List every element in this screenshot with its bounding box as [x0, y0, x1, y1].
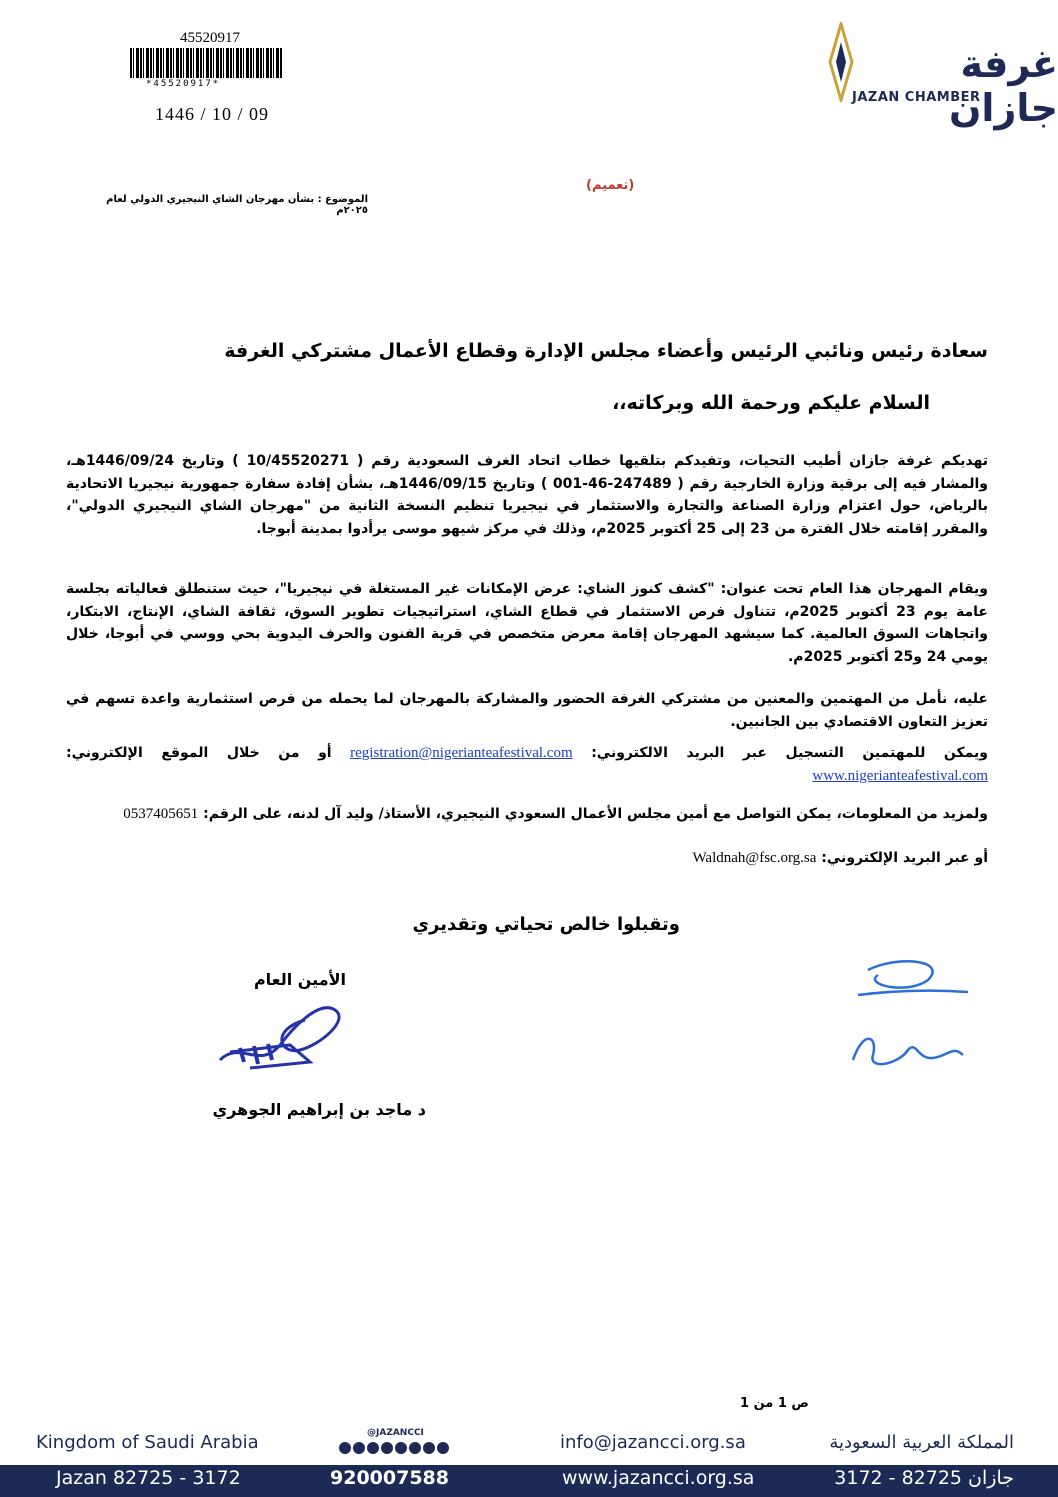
website-intro: أو من خلال الموقع الإلكتروني: [66, 745, 332, 761]
contact-phone: 0537405651 [123, 806, 199, 822]
social-icon[interactable] [395, 1442, 407, 1454]
social-icon[interactable] [423, 1442, 435, 1454]
contact-intro: ولمزيد من المعلومات، يمكن التواصل مع أمين مجلس الأعمال السعودي النيجيري، الأستاذ/ وليد آل لدنه، على الرقم: [203, 806, 988, 822]
addressee: سعادة رئيس ونائبي الرئيس وأعضاء مجلس الإدارة وقطاع الأعمال مشتركي الغرفة [224, 340, 988, 362]
footer-kingdom-en: Kingdom of Saudi Arabia [36, 1432, 259, 1453]
barcode-number: 45520917 [180, 30, 240, 46]
registration-intro: ويمكن للمهتمين التسجيل عبر البريد الالكتروني: [591, 745, 988, 761]
logo-english: JAZAN CHAMBER [852, 90, 981, 105]
paragraph-4 [66, 742, 988, 787]
page-number: ص 1 من 1 [740, 1396, 809, 1411]
social-icon[interactable] [437, 1442, 449, 1454]
footer-phone: 920007588 [330, 1467, 449, 1489]
social-icon[interactable] [353, 1442, 365, 1454]
barcode-image [130, 48, 282, 78]
footer-address-en: Jazan 82725 - 3172 [56, 1467, 241, 1489]
contact-email-intro: أو عبر البريد الإلكتروني: [821, 850, 988, 866]
subject-line: الموضوع : بشأن مهرجان الشاي النيجيري الدولي لعام ٢٠٢٥م [106, 194, 368, 216]
social-icons [339, 1442, 449, 1456]
paragraph-2: ويقام المهرجان هذا العام تحت عنوان: "كشف كنوز الشاي: عرض الإمكانات غير المستغلة في نيجيريا"، حيث ستنطلق فعالياته بجلسة عامة يوم 23 أكتوبر 2025م، تتناول فرص الاستثمار في قطاع الشاي، استراتيجيات تطوير السوق، ثقافة الشاي، الإنتاج، الابتكار، واتجاهات السوق العالمية. كما سيشهد المهرجان إقامة معرض متخصص في قرية الفنون والحرف اليدوية بحي ووسي في أبوجا، خلال يومي 24 و25 أكتوبر 2025م. [66, 581, 988, 665]
paragraph-1: تهديكم غرفة جازان أطيب التحيات، وتفيدكم بتلقيها خطاب اتحاد الغرف السعودية رقم ( 10/45520271 ) وتاريخ 1446/09/24هـ، والمشار فيه إلى برقية وزارة الخارجية رقم ( 247489-46-001 ) وتاريخ 1446/09/15هـ، بشأن إفادة سفارة جمهورية نيجيريا الاتحادية بالرياض، حول اعتزام وزارة الصناعة والتجارة والاستثمار في نيجيريا تنظيم النسخة الثانية من "مهرجان الشاي النيجيري الدولي"، والمقرر إقامته خلال الفترة من 23 إلى 25 أكتوبر 2025م، وذلك في مركز شيهو موسى يرأدوا بمدينة أبوجا. [66, 453, 988, 537]
circular-label: (تعميم) [586, 178, 635, 193]
initials-image [838, 950, 988, 1080]
social-icon[interactable] [367, 1442, 379, 1454]
signatory-name: د ماجد بن إبراهيم الجوهري [212, 1100, 426, 1119]
greeting: السلام عليكم ورحمة الله وبركاته،، [612, 392, 930, 414]
signature-image [210, 990, 370, 1090]
contact-email: Waldnah@fsc.org.sa [692, 850, 817, 866]
registration-email-link[interactable]: registration@nigerianteafestival.com [350, 745, 573, 761]
social-icon[interactable] [339, 1442, 351, 1454]
social-icon[interactable] [409, 1442, 421, 1454]
logo-arabic: غرفة جازان [949, 42, 1058, 130]
paragraph-5 [66, 803, 988, 826]
footer-email[interactable]: info@jazancci.org.sa [560, 1432, 746, 1453]
footer-kingdom-ar: المملكة العربية السعودية [829, 1432, 1014, 1453]
paragraph-6 [66, 847, 988, 870]
festival-website-link[interactable]: www.nigerianteafestival.com [812, 767, 988, 784]
barcode-text: *45520917* [146, 79, 221, 89]
footer-social-handle: @JAZANCCI [367, 1428, 424, 1438]
paragraph-3: عليه، نأمل من المهتمين والمعنين من مشتركي الغرفة الحضور والمشاركة بالمهرجان لما يحمله من فرص استثمارية واعدة تسهم في تعزيز التعاون الاقتصادي بين الجانبين. [66, 691, 988, 730]
social-icon[interactable] [381, 1442, 393, 1454]
footer-address-ar: جازان 82725 - 3172 [834, 1467, 1014, 1489]
hijri-date: 1446 / 10 / 09 [155, 104, 270, 124]
signatory-title: الأمين العام [253, 970, 346, 989]
footer-website[interactable]: www.jazancci.org.sa [562, 1467, 755, 1489]
closing-line: وتقبلوا خالص تحياتي وتقديري [412, 914, 680, 935]
